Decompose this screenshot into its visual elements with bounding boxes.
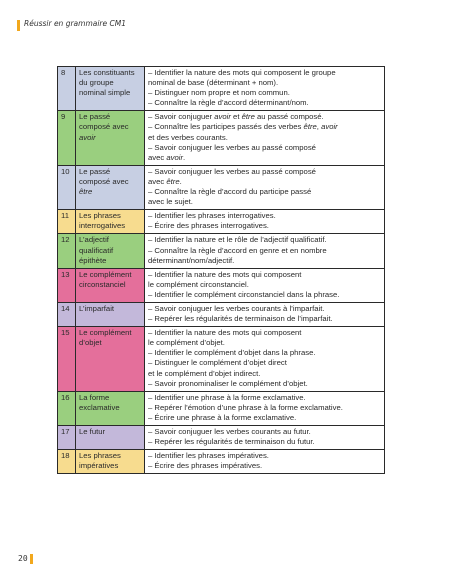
lesson-title: Le complément d’objet <box>76 327 145 392</box>
lesson-title: Les constituants du groupe nominal simple <box>76 67 145 111</box>
objective-line: – Écrire une phrase à la forme exclamative. <box>148 412 297 422</box>
objective-line: – Identifier les phrases impératives. <box>148 451 269 461</box>
lesson-objectives <box>145 426 385 450</box>
running-header: Réussir en grammaire CM1 <box>24 19 126 28</box>
table-row <box>58 268 385 302</box>
lesson-objectives <box>145 391 385 425</box>
lesson-number: 11 <box>58 210 76 234</box>
lesson-number: 17 <box>58 426 76 450</box>
objective-line: – Distinguer nom propre et nom commun. <box>148 88 290 98</box>
table-row <box>58 327 385 392</box>
objective-line: – Repérer l’émotion d’une phrase à la forme exclamative. <box>148 402 343 412</box>
lesson-title: Les phrases impératives <box>76 450 145 474</box>
objective-line: – Identifier les phrases interrogatives. <box>148 211 276 221</box>
table-row <box>58 210 385 234</box>
lesson-objectives <box>145 450 385 474</box>
objective-line: avec avoir. <box>148 152 186 162</box>
objective-line: – Identifier la nature des mots qui composent le groupe <box>148 68 336 77</box>
lesson-objectives <box>145 234 385 268</box>
header-accent-bar <box>17 20 20 31</box>
lesson-number: 12 <box>58 234 76 268</box>
lesson-number: 16 <box>58 391 76 425</box>
lesson-number: 14 <box>58 302 76 326</box>
objective-line: – Identifier le complément d’objet dans la phrase. <box>148 348 316 358</box>
objective-line: – Repérer les régularités de terminaison du futur. <box>148 437 315 447</box>
lesson-title: La forme exclamative <box>76 391 145 425</box>
lesson-objectives <box>145 210 385 234</box>
objective-line: – Connaître la règle d’accord en genre et en nombre <box>148 245 327 255</box>
lesson-title: Les phrases interrogatives <box>76 210 145 234</box>
objective-line: – Savoir conjuguer les verbes courants au futur. <box>148 427 311 436</box>
table-row <box>58 67 385 111</box>
objective-line: déterminant/nom/adjectif. <box>148 255 235 265</box>
lesson-number: 8 <box>58 67 76 111</box>
lesson-objectives <box>145 302 385 326</box>
lesson-objectives <box>145 111 385 165</box>
lesson-number: 9 <box>58 111 76 165</box>
lesson-number: 15 <box>58 327 76 392</box>
objective-line: – Savoir conjuguer les verbes au passé composé <box>148 142 316 152</box>
table-row <box>58 426 385 450</box>
page-number: 20 <box>18 554 28 563</box>
lesson-title: Le passé composé avec être <box>76 165 145 209</box>
objective-line: nominal de base (déterminant + nom). <box>148 78 279 88</box>
objective-line: – Écrire des phrases impératives. <box>148 461 263 471</box>
objective-line: – Identifier la nature et le rôle de l’adjectif qualificatif. <box>148 235 327 245</box>
objective-line: – Savoir conjuguer les verbes au passé composé <box>148 166 316 176</box>
table-row <box>58 391 385 425</box>
objective-line: le complément circonstanciel. <box>148 279 249 289</box>
objective-line: – Connaître la règle d’accord du participe passé <box>148 187 312 197</box>
lesson-number: 13 <box>58 268 76 302</box>
lesson-title: Le passé composé avec avoir <box>76 111 145 165</box>
objective-line: – Distinguer le complément d’objet direct <box>148 358 287 368</box>
objective-line: – Identifier une phrase à la forme exclamative. <box>148 392 306 402</box>
objective-line: et le complément d’objet indirect. <box>148 368 261 378</box>
lesson-objectives <box>145 268 385 302</box>
table-row <box>58 111 385 165</box>
table-row <box>58 234 385 268</box>
objective-line: – Identifier le complément circonstanciel dans la phrase. <box>148 289 340 299</box>
objective-line: – Savoir conjuguer avoir et être au passé composé. <box>148 112 324 122</box>
objective-line: – Savoir pronominaliser le complément d’objet. <box>148 378 308 388</box>
objective-line: – Savoir conjuguer les verbes courants à l’imparfait. <box>148 303 325 313</box>
lesson-number: 10 <box>58 165 76 209</box>
objective-line: avec être. <box>148 176 182 186</box>
table-row <box>58 165 385 209</box>
lesson-objectives <box>145 165 385 209</box>
table-row <box>58 450 385 474</box>
objective-line: et des verbes courants. <box>148 132 228 142</box>
objective-line: – Identifier la nature des mots qui composent <box>148 269 302 279</box>
lesson-title: Le futur <box>76 426 145 450</box>
lesson-title: L’adjectif qualificatif épithète <box>76 234 145 268</box>
objective-line: le complément d’objet. <box>148 338 225 348</box>
objective-line: avec le sujet. <box>148 197 193 207</box>
lesson-objectives <box>145 327 385 392</box>
lesson-title: L’imparfait <box>76 302 145 326</box>
objective-line: – Repérer les régularités de terminaison de l’imparfait. <box>148 314 333 324</box>
objective-line: – Connaître les participes passés des verbes être, avoir <box>148 122 338 132</box>
table-row <box>58 302 385 326</box>
lesson-objectives <box>145 67 385 111</box>
lesson-number: 18 <box>58 450 76 474</box>
progression-table <box>57 66 385 474</box>
objective-line: – Écrire des phrases interrogatives. <box>148 221 269 231</box>
footer-accent-bar <box>30 554 33 564</box>
objective-line: – Identifier la nature des mots qui composent <box>148 328 302 338</box>
table-body <box>58 67 385 474</box>
objective-line: – Connaître la règle d’accord déterminant/nom. <box>148 98 309 108</box>
lesson-title: Le complément circonstanciel <box>76 268 145 302</box>
